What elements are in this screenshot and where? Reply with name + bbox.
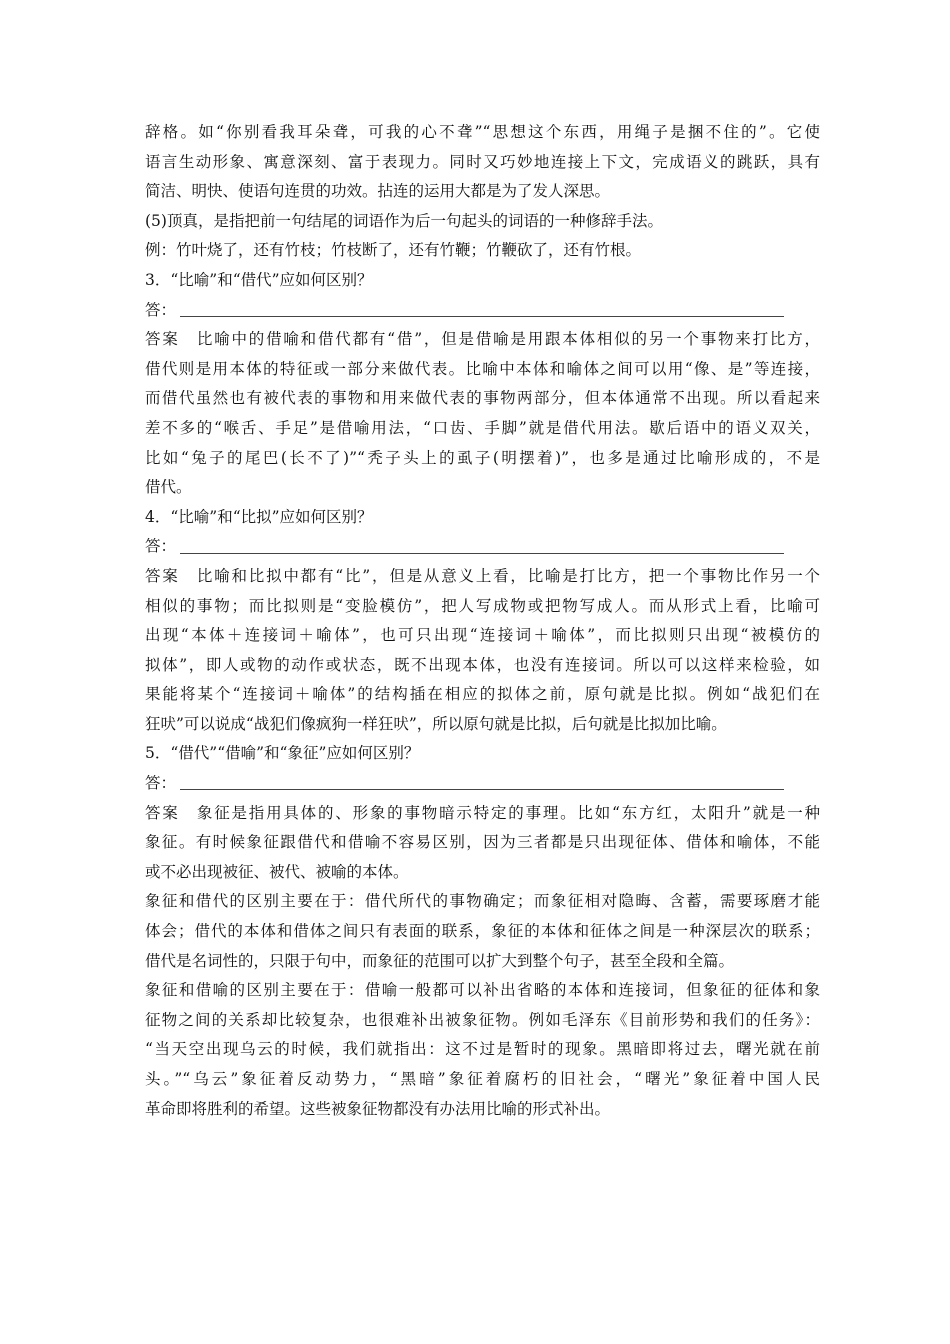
text-line: 相似的事物；而比拟则是“变脸模仿”，把人写成物或把物写成人。而从形式上看，比喻可 [145,596,820,615]
text-line: 答案 比喻和比拟中都有“比”，但是从意义上看，比喻是打比方，把一个事物比作另一个 [145,566,820,585]
text-line: 辞格。如“你别看我耳朵聋，可我的心不聋”“思想这个东西，用绳子是捆不住的”。它使 [145,123,820,141]
text-line: 征物之间的关系却比较复杂，也很难补出被象征物。例如毛泽东《目前形势和我们的任务》： [145,1010,820,1029]
text-line: 拟体”，即人或物的动作或状态，既不出现本体，也没有连接词。所以可以这样来检验，如 [145,655,820,674]
text-line: “当天空出现乌云的时候，我们就指出：这不过是暂时的现象。黑暗即将过去，曙光就在前 [145,1040,820,1059]
text-line: 借代是名词性的，只限于句中，而象征的范围可以扩大到整个句子，甚至全段和全篇。 [145,951,735,970]
text-line: 5．“借代”“借喻”和“象征”应如何区别？ [145,744,420,763]
text-line: 借代。 [145,478,192,497]
text-line: 答案 象征是指用具体的、形象的事物暗示特定的事理。比如“东方红，太阳升”就是一种 [145,803,820,822]
text-line: 比如“兔子的尾巴(长不了)”“秃子头上的虱子(明摆着)”，也多是通过比喻形成的，不是 [145,448,820,467]
text-line: 差不多的“喉舌、手足”是借喻用法，“口齿、手脚”就是借代用法。歇后语中的语义双关， [145,418,820,437]
text-line: 象征和借喻的区别主要在于：借喻一般都可以补出省略的本体和连接词，但象征的征体和象 [145,981,820,1000]
text-line: 4．“比喻”和“比拟”应如何区别？ [145,507,373,526]
text-line: 借代则是用本体的特征或一部分来做代表。比喻中本体和喻体之间可以用“像、是”等连接， [145,359,820,378]
text-line: 出现“本体＋连接词＋喻体”，也可只出现“连接词＋喻体”，而比拟则只出现“被模仿的 [145,626,820,645]
answer-blank-rule [180,789,784,790]
text-line: 例：竹叶烧了，还有竹枝；竹枝断了，还有竹鞭；竹鞭砍了，还有竹根。 [145,241,642,260]
text-line: 象征。有时候象征跟借代和借喻不容易区别，因为三者都是只出现征体、借体和喻体，不能 [145,833,820,852]
text-line: 3．“比喻”和“借代”应如何区别？ [145,270,373,289]
text-line: 象征和借代的区别主要在于：借代所代的事物确定；而象征相对隐晦、含蓄，需要琢磨才能 [145,892,820,911]
text-line: (5)顶真，是指把前一句结尾的词语作为后一句起头的词语的一种修辞手法。 [145,211,663,230]
text-line: 头。”“乌云”象征着反动势力，“黑暗”象征着腐朽的旧社会，“曙光”象征着中国人民 [145,1070,820,1088]
text-line: 狂吠”可以说成“战犯们像疯狗一样狂吠”，所以原句就是比拟，后句就是比拟加比喻。 [145,714,727,733]
text-line: 简洁、明快、使语句连贯的功效。拈连的运用大都是为了发人深思。 [145,182,611,201]
answer-blank-line [145,532,820,562]
answer-label: 答： [145,537,177,556]
answer-label: 答： [145,774,177,793]
text-line: 果能将某个“连接词＋喻体”的结构插在相应的拟体之前，原句就是比拟。例如“战犯们在 [145,685,820,704]
text-line: 答案 比喻中的借喻和借代都有“借”，但是借喻是用跟本体相似的另一个事物来打比方， [145,330,820,349]
answer-blank-rule [180,316,784,317]
text-line: 革命即将胜利的希望。这些被象征物都没有办法用比喻的形式补出。 [145,1099,611,1118]
document-body [145,118,820,1124]
text-line: 语言生动形象、寓意深刻、富于表现力。同时又巧妙地连接上下文，完成语义的跳跃，具有 [145,152,820,171]
answer-label: 答： [145,300,177,319]
answer-blank-line [145,296,820,326]
text-line: 或不必出现被征、被代、被喻的本体。 [145,862,409,881]
answer-blank-rule [180,553,784,554]
text-line: 而借代虽然也有被代表的事物和用来做代表的事物两部分，但本体通常不出现。所以看起来 [145,389,820,408]
answer-blank-line [145,769,820,799]
text-line: 体会；借代的本体和借体之间只有表面的联系，象征的本体和征体之间是一种深层次的联系； [145,922,820,941]
